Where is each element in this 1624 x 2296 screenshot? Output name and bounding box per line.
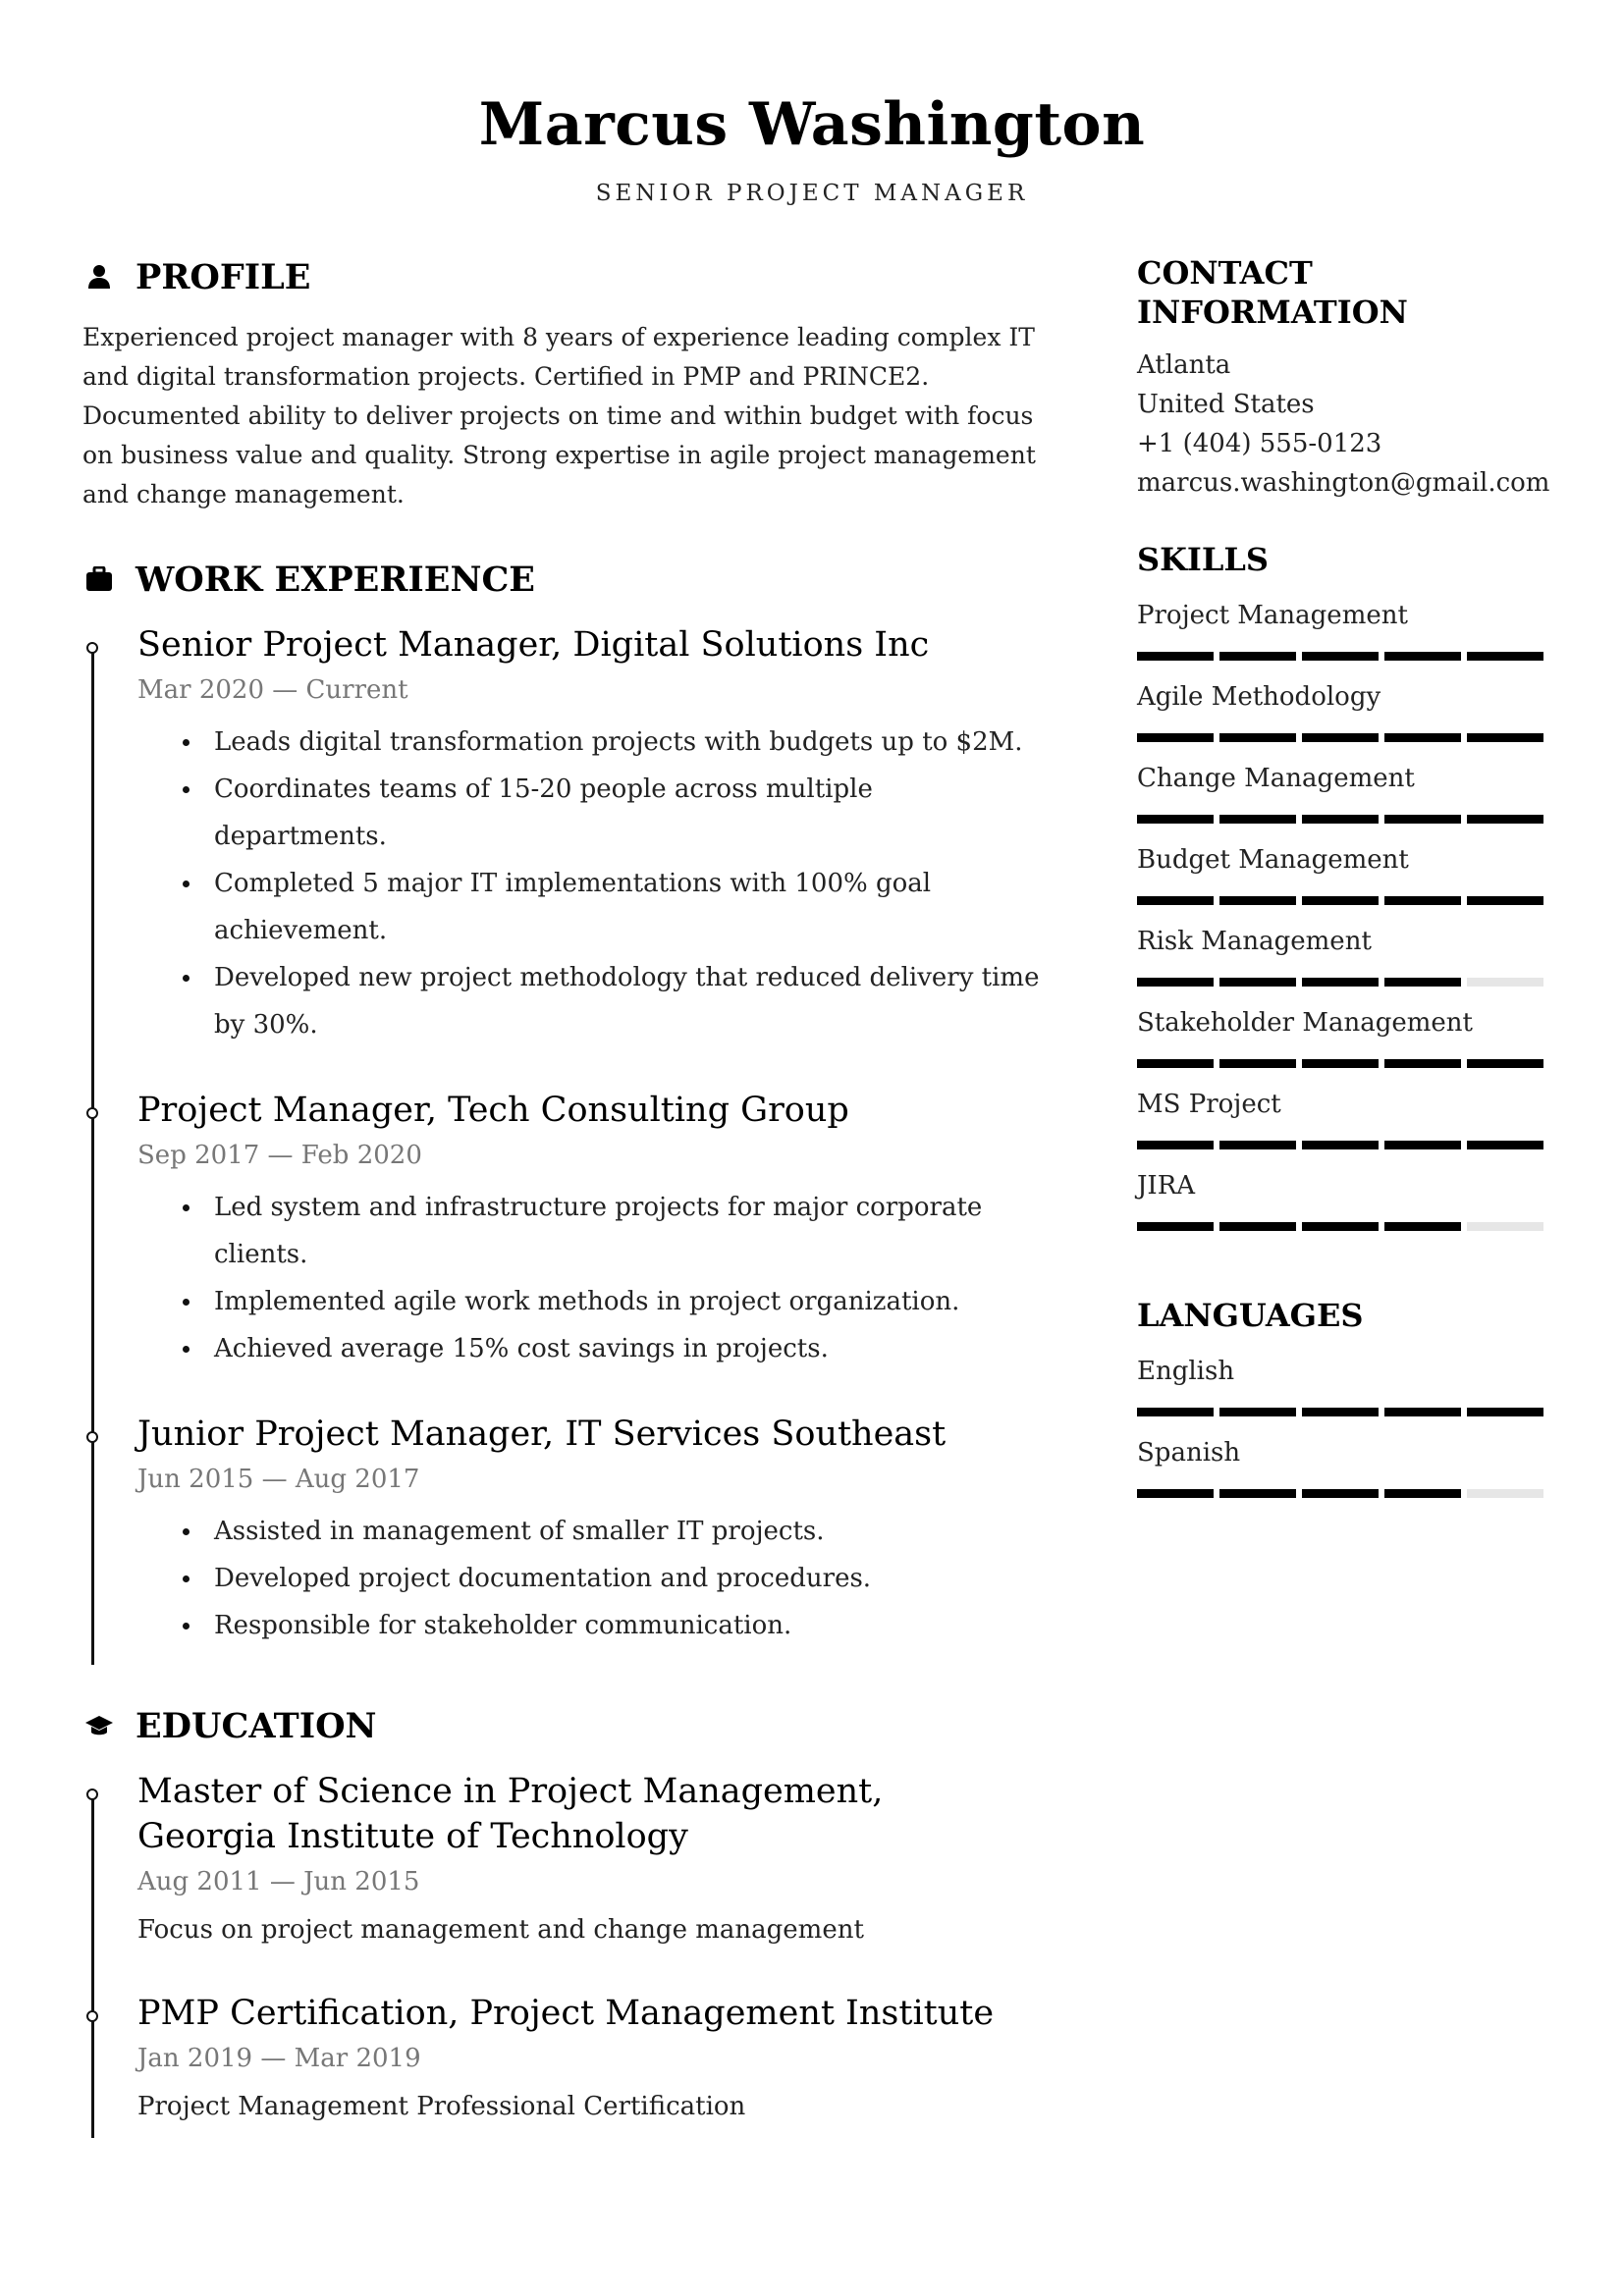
level-segment [1302,1059,1379,1068]
education-entry-description: Focus on project management and change management [137,1915,864,1945]
work-entry-bullets [137,1508,1045,1649]
skill-item [1137,1006,1543,1068]
level-segment [1384,1408,1461,1416]
level-segment [1137,1222,1214,1231]
work-entry-dates: Mar 2020 — Current [137,675,408,705]
level-segment [1137,1141,1214,1149]
timeline-dot [86,2010,98,2022]
level-segment [1384,652,1461,661]
graduation-cap-icon [84,1711,114,1740]
level-segment [1219,1408,1296,1416]
skill-item-name: Project Management [1137,601,1408,630]
level-segment [1137,1489,1214,1498]
contact-country: United States [1137,390,1315,419]
skills-list [1137,599,1543,1231]
level-segment [1384,896,1461,905]
briefcase-icon [84,564,114,594]
bullet-item: Assisted in management of smaller IT projects. [137,1508,1045,1555]
level-segment [1219,978,1296,987]
timeline-line [91,644,94,1665]
skill-item [1137,680,1543,742]
bullet-item: Completed 5 major IT implementations with 100% goal achievement. [137,860,1045,954]
skill-item-level-bar [1137,1222,1543,1231]
level-segment [1302,978,1379,987]
level-segment [1137,652,1214,661]
candidate-name: Marcus Washington [478,90,1146,159]
level-segment [1137,1059,1214,1068]
level-segment [1302,733,1379,742]
education-entry [137,1991,1045,2138]
skill-item-name: Budget Management [1137,845,1409,875]
education-entry-dates: Jan 2019 — Mar 2019 [137,2044,421,2073]
level-segment [1219,1489,1296,1498]
timeline-dot [86,1789,98,1800]
level-segment [1384,815,1461,824]
skill-item-level-bar [1137,652,1543,661]
work-entry-title: Junior Project Manager, IT Services Southeast [137,1415,947,1454]
level-segment [1384,1222,1461,1231]
skill-item-name: Agile Methodology [1137,682,1381,712]
timeline-dot [86,1431,98,1443]
main-column [82,253,1045,2138]
timeline-dot [86,642,98,654]
skill-item [1137,843,1543,905]
level-segment [1302,1222,1379,1231]
profile-summary: Experienced project manager with 8 years of experience leading complex IT and digital transformation projects. Certified in PMP and PRINCE2. Documented ability to deliver projects on time and within budget with focus on business value and quality. Strong expertise in agile project management and change management. [82,323,1036,508]
level-segment [1384,1489,1461,1498]
bullet-item: Implemented agile work methods in project organization. [137,1278,1045,1325]
skills-section [1137,540,1543,1231]
education-entry-description: Project Management Professional Certification [137,2092,746,2121]
level-segment [1467,733,1543,742]
language-item [1137,1436,1543,1498]
skill-item-level-bar [1137,1059,1543,1068]
timeline-dot [86,1107,98,1119]
skill-item-name: MS Project [1137,1090,1281,1119]
education-entry-dates: Aug 2011 — Jun 2015 [137,1867,420,1896]
language-item-level-bar [1137,1489,1543,1498]
contact-email: marcus.washington@gmail.com [1137,468,1550,498]
person-icon [84,262,114,292]
bullet-item: Coordinates teams of 15-20 people across multiple departments. [137,766,1045,860]
level-segment [1137,978,1214,987]
level-segment [1467,1408,1543,1416]
level-segment [1467,815,1543,824]
work-entry-title: Project Manager, Tech Consulting Group [137,1091,849,1130]
languages-section [1137,1296,1543,1498]
sidebar-column [1137,253,1550,1498]
skill-item-name: Stakeholder Management [1137,1008,1473,1038]
profile-title: PROFILE [135,256,311,297]
level-segment [1384,1141,1461,1149]
work-entry-dates: Sep 2017 — Feb 2020 [137,1141,422,1170]
level-segment [1219,1059,1296,1068]
skill-item-name: JIRA [1137,1171,1196,1201]
level-segment [1467,978,1543,987]
skill-item [1137,1169,1543,1231]
level-segment [1302,1489,1379,1498]
level-segment [1302,896,1379,905]
work-experience-heading [82,556,1045,603]
level-segment [1219,652,1296,661]
work-entry [137,622,1045,1048]
skill-item-level-bar [1137,1141,1543,1149]
level-segment [1137,733,1214,742]
skills-heading: SKILLS [1137,541,1269,578]
candidate-job-title: SENIOR PROJECT MANAGER [595,181,1029,206]
skill-item [1137,925,1543,987]
education-entry [137,1769,1045,1948]
level-segment [1384,978,1461,987]
work-entry-bullets [137,1184,1045,1372]
level-segment [1219,1222,1296,1231]
level-segment [1302,1141,1379,1149]
skill-item [1137,599,1543,661]
bullet-item: Developed project documentation and procedures. [137,1555,1045,1602]
level-segment [1467,1141,1543,1149]
level-segment [1137,1408,1214,1416]
level-segment [1302,1408,1379,1416]
level-segment [1302,652,1379,661]
level-segment [1467,1489,1543,1498]
skill-item [1137,762,1543,824]
education-entry-title: PMP Certification, Project Management Institute [137,1994,995,2033]
level-segment [1219,815,1296,824]
level-segment [1467,896,1543,905]
language-item-level-bar [1137,1408,1543,1416]
level-segment [1384,1059,1461,1068]
language-item [1137,1355,1543,1416]
skill-item-name: Change Management [1137,764,1415,793]
level-segment [1137,815,1214,824]
level-segment [1219,733,1296,742]
bullet-item: Achieved average 15% cost savings in projects. [137,1325,1045,1372]
timeline-line [91,1790,94,2138]
skill-item [1137,1088,1543,1149]
contact-phone: +1 (404) 555-0123 [1137,429,1382,458]
work-entry-dates: Jun 2015 — Aug 2017 [137,1465,420,1494]
work-entry [137,1088,1045,1372]
education-title: EDUCATION [135,1705,377,1746]
language-item-name: Spanish [1137,1438,1241,1468]
level-segment [1302,815,1379,824]
bullet-item: Led system and infrastructure projects for major corporate clients. [137,1184,1045,1278]
skill-item-level-bar [1137,978,1543,987]
level-segment [1467,1222,1543,1231]
profile-heading [82,253,1045,300]
language-item-name: English [1137,1357,1235,1386]
level-segment [1384,733,1461,742]
skill-item-level-bar [1137,896,1543,905]
contact-city: Atlanta [1137,350,1231,380]
bullet-item: Responsible for stakeholder communication. [137,1602,1045,1649]
bullet-item: Leads digital transformation projects with budgets up to $2M. [137,719,1045,766]
languages-list [1137,1355,1543,1498]
work-entry [137,1412,1045,1665]
work-entry-bullets [137,719,1045,1048]
level-segment [1219,1141,1296,1149]
work-entry-title: Senior Project Manager, Digital Solutions Inc [137,625,930,665]
work-experience-title: WORK EXPERIENCE [135,559,535,600]
skill-item-name: Risk Management [1137,927,1372,956]
education-heading [82,1702,1045,1749]
contact-info [1137,346,1550,503]
education-entry-title: Master of Science in Project Management, Georgia Institute of Technology [137,1772,884,1856]
level-segment [1467,1059,1543,1068]
skill-item-level-bar [1137,815,1543,824]
contact-heading: CONTACT INFORMATION [1137,254,1408,331]
education-timeline [82,1769,1045,2138]
languages-heading: LANGUAGES [1137,1297,1364,1334]
level-segment [1467,652,1543,661]
work-timeline [82,622,1045,1665]
bullet-item: Developed new project methodology that reduced delivery time by 30%. [137,954,1045,1048]
level-segment [1137,896,1214,905]
level-segment [1219,896,1296,905]
skill-item-level-bar [1137,733,1543,742]
